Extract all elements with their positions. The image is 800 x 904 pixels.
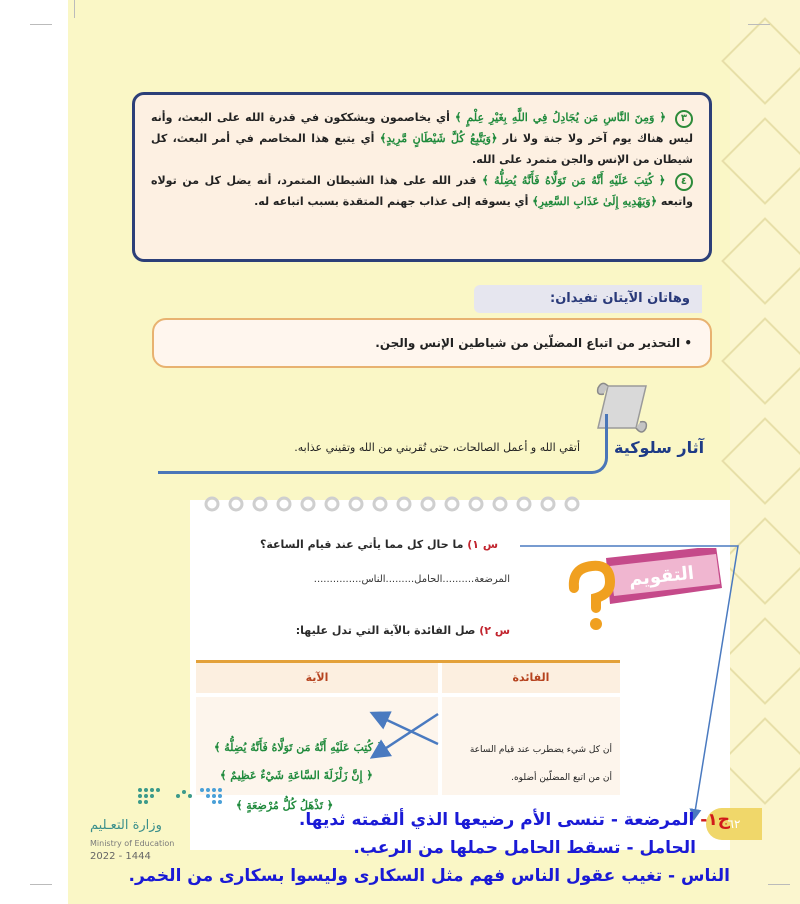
quran-verse: ﴿ وَمِنَ النَّاسِ مَن يُجَادِلُ فِي اللَّهِ بِغَيْرِ عِلْمٍ ﴾ xyxy=(454,111,666,124)
quran-verse: ﴿وَيَهْدِيهِ إِلَىٰ عَذَابِ السَّعِيرِ﴾ xyxy=(532,195,658,208)
behavior-title: آثار سلوكية xyxy=(614,438,705,457)
crop-mark xyxy=(768,884,790,885)
verse-number: ٤ xyxy=(675,173,693,191)
evaluation-tag-label: التقويم xyxy=(627,562,696,591)
ministry-year: 2022 - 1444 xyxy=(90,851,151,862)
crop-mark xyxy=(30,24,52,25)
tafsir-text: أي يسوقه إلى عذاب جهنم المتقدة بسبب اتباعه له. xyxy=(254,195,529,208)
question-number: س ١) xyxy=(467,538,498,551)
quran-verse: ﴿وَيَتَّبِعُ كُلَّ شَيْطَانٍ مَّرِيدٍ﴾ xyxy=(379,132,498,145)
notebook-rings xyxy=(200,495,600,513)
question-text: ما حال كل مما يأتي عند قيام الساعة؟ xyxy=(259,538,464,551)
lessons-bullet: • التحذير من اتباع المضلّين من شياطين الإنس والجن. xyxy=(152,318,712,368)
question-2 xyxy=(296,624,510,637)
ministry-name-en: Ministry of Education xyxy=(90,839,175,848)
tafsir-text: قدر الله على هذا الشيطان المتمرد، أنه يضل كل من تولاه واتبعه xyxy=(151,174,693,208)
tafsir-paragraph-4 xyxy=(151,170,693,212)
question-1-blanks: المرضعة..........الحامل.........الناس............... xyxy=(313,574,510,585)
tafsir-paragraph-3 xyxy=(151,107,693,170)
table-header-verse: الآية xyxy=(196,663,438,693)
answer-line-2: الحامل - تسقط الحامل حملها من الرعب. xyxy=(353,838,696,858)
answer-label: ج١- xyxy=(700,810,730,830)
ministry-logo-icon xyxy=(134,784,224,808)
page-number: ٦٢ xyxy=(706,808,762,840)
crop-mark xyxy=(30,884,52,885)
verse-item: ﴿ تَذْهَلُ كُلُّ مُرْضِعَةٍ ﴾ xyxy=(236,799,334,812)
verse-number: ٣ xyxy=(675,110,693,128)
crop-mark xyxy=(748,24,770,25)
crop-mark xyxy=(74,0,75,18)
answer-line-3: الناس - تغيب عقول الناس فهم مثل السكارى وليسوا بسكارى من الخمر. xyxy=(128,866,730,886)
ornament-sidebar xyxy=(730,0,800,904)
question-text: صل الفائدة بالآية التي تدل عليها: xyxy=(295,624,476,637)
verse-item: ﴿ إِنَّ زَلْزَلَةَ السَّاعَةِ شَيْءٌ عَظِيمٌ ﴾ xyxy=(220,769,373,782)
verse-item: ﴿ كُتِبَ عَلَيْهِ أَنَّهُ مَن تَوَلَّاهُ فَأَنَّهُ يُضِلُّهُ ﴾ xyxy=(214,741,384,754)
verse-cell xyxy=(196,697,438,812)
tafsir-box xyxy=(132,92,712,262)
behavior-text: أتقي الله و أعمل الصالحات، حتى تُقربني من الله وتقيني عذابه. xyxy=(294,441,580,454)
lessons-heading: وهاتان الآيتان تفيدان: xyxy=(474,285,702,313)
question-number: س ٢) xyxy=(479,624,510,637)
tafsir-text: أي يخاصمون ويشككون في قدرة الله على البعث، وأنه ليس هناك يوم آخر ولا جنة ولا نار xyxy=(151,111,693,145)
benefit-item: أن كل شيء يضطرب عند قيام الساعة xyxy=(469,745,612,755)
benefit-item: أن من اتبع المضلّين أضلوه. xyxy=(511,773,612,783)
table-header-benefit: الفائدة xyxy=(442,663,620,693)
answer-line-1 xyxy=(299,810,730,830)
tafsir-text: أي يتبع هذا المخاصم في أمر البعث، كل شيطان من الإنس والجن متمرد على الله. xyxy=(151,132,693,166)
question-1 xyxy=(260,538,498,551)
benefit-cell xyxy=(442,697,620,795)
quran-verse: ﴿ كُتِبَ عَلَيْهِ أَنَّهُ مَن تَوَلَّاهُ فَأَنَّهُ يُضِلُّهُ ﴾ xyxy=(482,174,666,187)
matching-table xyxy=(196,660,620,812)
evaluation-tag xyxy=(566,548,726,638)
ministry-name-ar: وزارة التعـليم xyxy=(90,818,162,833)
answer-text: المرضعة - تنسى الأم رضيعها الذي ألقمته ثديها. xyxy=(298,810,695,830)
